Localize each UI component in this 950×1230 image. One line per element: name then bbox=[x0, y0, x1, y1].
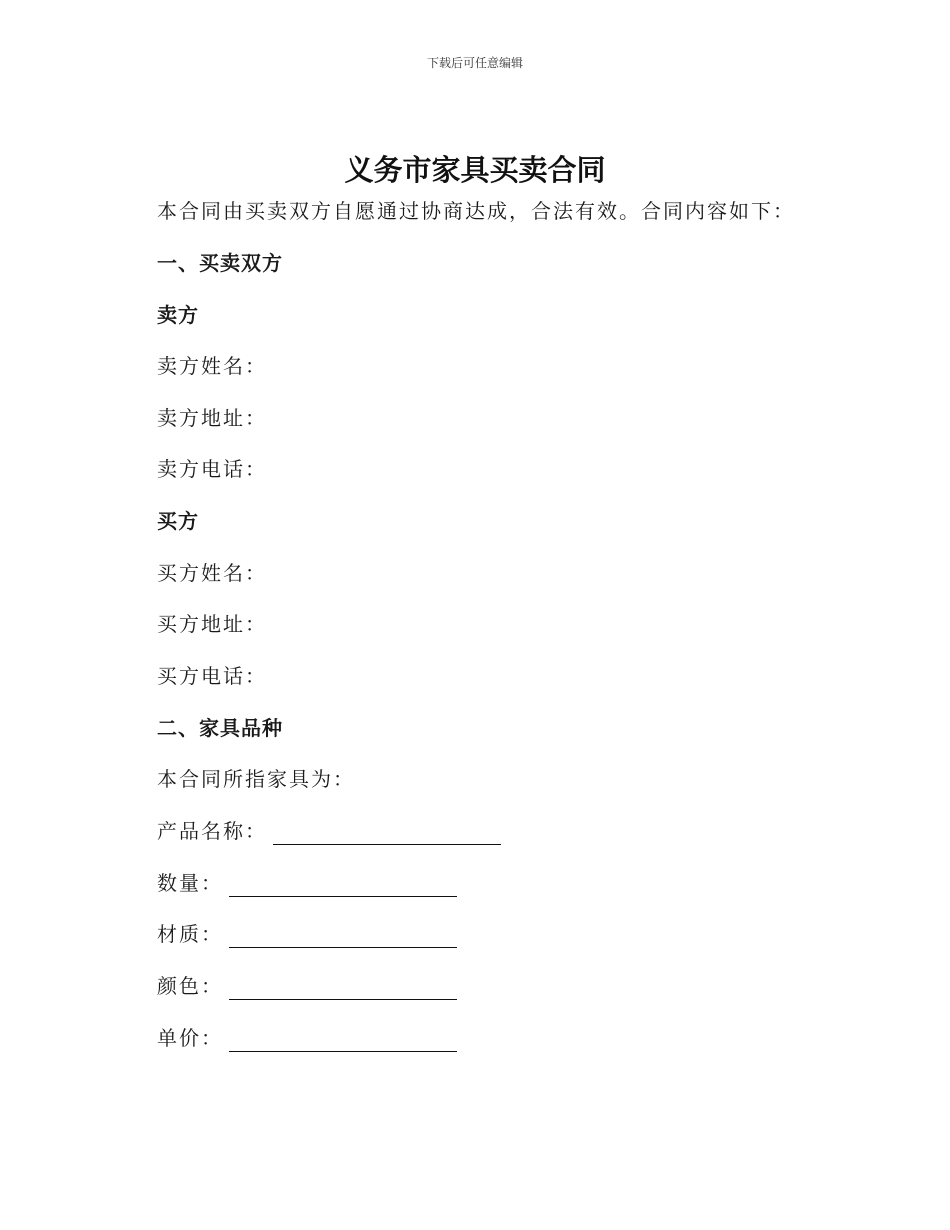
quantity-row bbox=[157, 869, 457, 897]
document-title: 义务市家具买卖合同 bbox=[344, 153, 606, 187]
buyer-name-label: 买方姓名： bbox=[157, 561, 267, 585]
section2-intro: 本合同所指家具为： bbox=[157, 767, 355, 791]
product-name-blank[interactable] bbox=[273, 822, 501, 845]
seller-heading: 卖方 bbox=[157, 303, 199, 327]
material-blank[interactable] bbox=[229, 925, 457, 948]
seller-address-label: 卖方地址： bbox=[157, 406, 267, 430]
product-name-row bbox=[157, 817, 501, 845]
buyer-address-label: 买方地址： bbox=[157, 612, 267, 636]
material-label: 材质： bbox=[157, 922, 223, 946]
color-row bbox=[157, 972, 457, 1000]
section2-heading: 二、家具品种 bbox=[157, 716, 283, 740]
buyer-phone-label: 买方电话： bbox=[157, 664, 267, 688]
section1-heading: 一、买卖双方 bbox=[157, 251, 283, 275]
header-note: 下载后可任意编辑 bbox=[426, 56, 523, 70]
seller-phone-label: 卖方电话： bbox=[157, 457, 267, 481]
seller-name-label: 卖方姓名： bbox=[157, 354, 267, 378]
unit-price-blank[interactable] bbox=[229, 1029, 457, 1052]
quantity-blank[interactable] bbox=[229, 874, 457, 897]
buyer-heading: 买方 bbox=[157, 509, 199, 533]
unit-price-label: 单价： bbox=[157, 1026, 223, 1050]
unit-price-row bbox=[157, 1024, 457, 1052]
quantity-label: 数量： bbox=[157, 871, 223, 895]
color-label: 颜色： bbox=[157, 974, 223, 998]
color-blank[interactable] bbox=[229, 977, 457, 1000]
intro-text: 本合同由买卖双方自愿通过协商达成，合法有效。合同内容如下： bbox=[157, 199, 795, 223]
material-row bbox=[157, 920, 457, 948]
product-name-label: 产品名称： bbox=[157, 819, 267, 843]
